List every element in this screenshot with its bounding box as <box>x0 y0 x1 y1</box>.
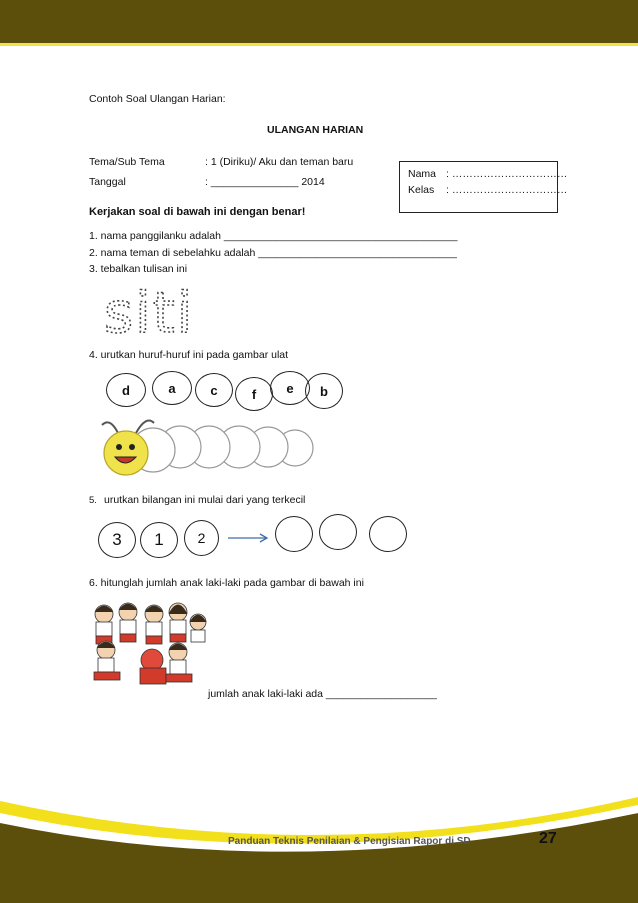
letter-circle-e: e <box>270 371 310 405</box>
letter-circle-b: b <box>305 373 343 409</box>
letter-circle-c: c <box>195 373 233 407</box>
page-number: 27 <box>539 830 557 847</box>
trace-word-siti <box>104 281 204 346</box>
tanggal-value: : _______________ 2014 <box>205 176 325 188</box>
kelas-row <box>408 184 567 196</box>
letter-circle-a: a <box>152 371 192 405</box>
name-class-box <box>399 161 568 213</box>
caterpillar-illustration <box>98 415 338 485</box>
intro-text: Contoh Soal Ulangan Harian: <box>89 93 226 105</box>
children-illustration <box>92 600 212 692</box>
question-6: 6. hitunglah jumlah anak laki-laki pada gambar di bawah ini <box>89 577 364 589</box>
nama-label: Nama <box>408 168 437 180</box>
kelas-value: : …………………………… <box>446 184 568 196</box>
tema-value: : 1 (Diriku)/ Aku dan teman baru <box>205 156 354 168</box>
number-circle-1: 1 <box>140 522 178 558</box>
answer-circle-3 <box>369 516 407 552</box>
kelas-label: Kelas <box>408 184 435 196</box>
tema-label: Tema/Sub Tema <box>89 156 165 168</box>
question-6-answer: jumlah anak laki-laki ada ___________________ <box>208 688 437 700</box>
answer-circle-1 <box>275 516 313 552</box>
question-4: 4. urutkan huruf-huruf ini pada gambar ulat <box>89 349 289 361</box>
number-circle-2: 2 <box>184 520 219 556</box>
trace-word-text: siti <box>104 281 195 346</box>
question-5: urutkan bilangan ini mulai dari yang terkecil <box>104 494 306 506</box>
footer-text: Panduan Teknis Penilaian & Pengisian Rapor di SD <box>228 836 471 847</box>
nama-value: : …………………………… <box>446 168 568 180</box>
question-3: 3. tebalkan tulisan ini <box>89 263 188 275</box>
letter-circle-d: d <box>106 373 146 407</box>
question-2: 2. nama teman di sebelahku adalah __________________________________ <box>89 247 457 259</box>
tanggal-label: Tanggal <box>89 176 126 188</box>
header-band <box>0 0 638 50</box>
number-circle-3: 3 <box>98 522 136 558</box>
letter-circle-f: f <box>235 377 273 411</box>
instruction: Kerjakan soal di bawah ini dengan benar! <box>89 206 306 218</box>
arrow-right-icon <box>228 532 274 544</box>
nama-row <box>408 168 567 180</box>
answer-circle-2 <box>319 514 357 550</box>
page-title: ULANGAN HARIAN <box>267 124 364 136</box>
question-1: 1. nama panggilanku adalah ________________________________________ <box>89 230 458 242</box>
question-5-number: 5. <box>89 495 97 506</box>
